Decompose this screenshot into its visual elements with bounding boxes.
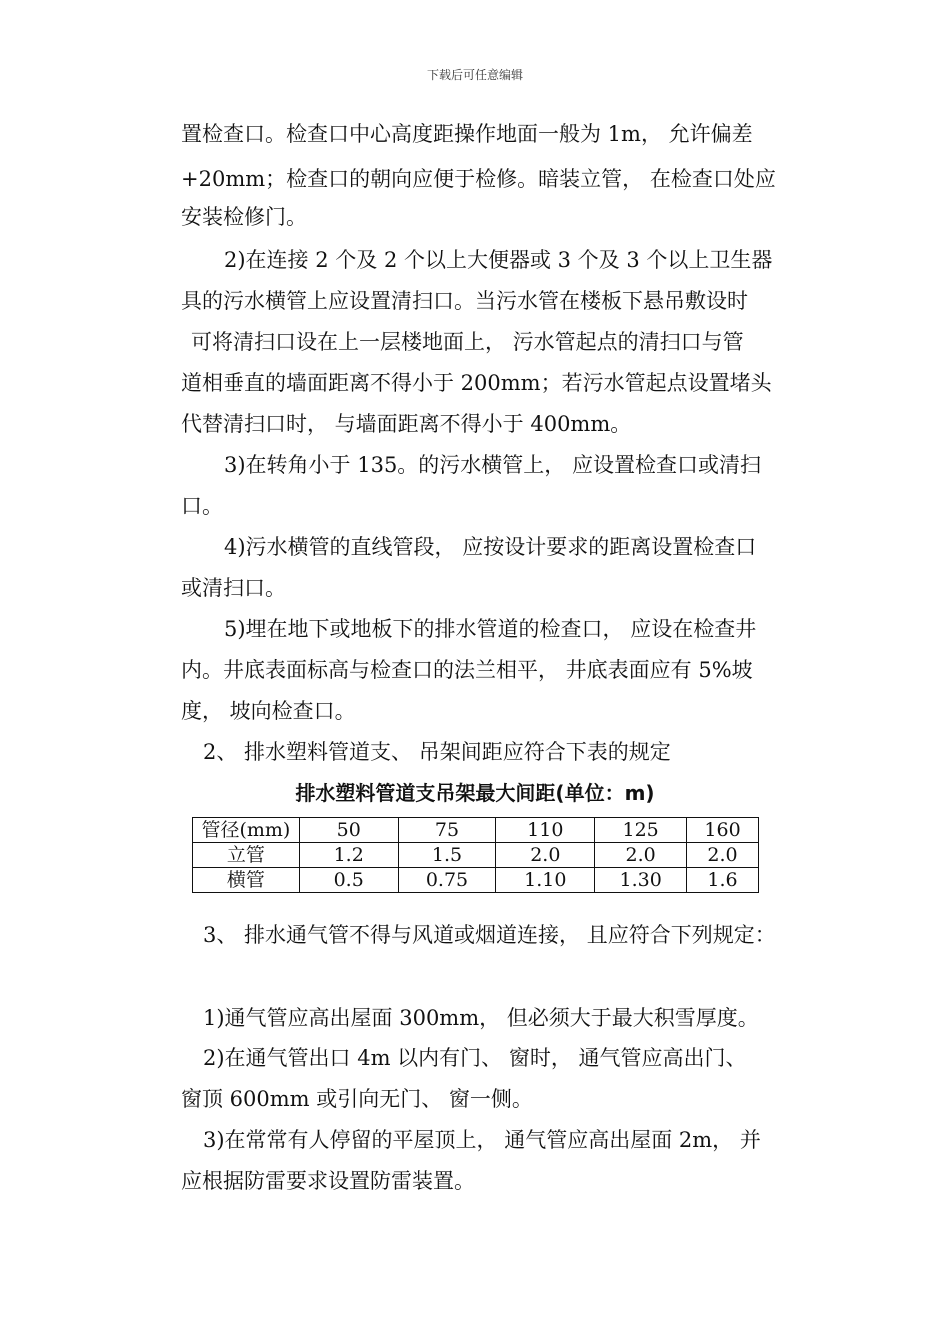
table-row [193, 868, 759, 893]
body-line: 3)在转角小于 135。的污水横管上， 应设置检查口或清扫 [224, 453, 761, 477]
body-line: 度， 坡向检查口。 [181, 699, 356, 723]
table-row [193, 843, 759, 868]
body-line: 窗顶 600mm 或引向无门、 窗一侧。 [181, 1087, 533, 1111]
body-line: 安装检修门。 [181, 205, 307, 229]
body-line: 道相垂直的墙面距离不得小于 200mm；若污水管起点设置堵头 [181, 371, 772, 395]
body-line: 2)在通气管出口 4m 以内有门、 窗时， 通气管应高出门、 [203, 1046, 747, 1070]
table-cell: 110 [496, 818, 595, 843]
body-line: 具的污水横管上应设置清扫口。当污水管在楼板下悬吊敷设时 [181, 289, 748, 313]
table-cell: 1.5 [398, 843, 496, 868]
body-line: 应根据防雷要求设置防雷装置。 [181, 1169, 475, 1193]
body-line: 2)在连接 2 个及 2 个以上大便器或 3 个及 3 个以上卫生器 [224, 248, 773, 272]
spacing-table [192, 817, 759, 893]
page-header: 下载后可任意编辑 [426, 68, 523, 82]
body-line: 或清扫口。 [181, 576, 286, 600]
row-header: 管径(mm) [193, 818, 300, 843]
table-cell: 2.0 [595, 843, 687, 868]
table-cell: 75 [398, 818, 496, 843]
table-cell: 2.0 [687, 843, 759, 868]
table-cell: 1.2 [299, 843, 398, 868]
table-row [193, 818, 759, 843]
body-line: +20mm；检查口的朝向应便于检修。暗装立管， 在检查口处应 [181, 167, 776, 191]
body-line: 代替清扫口时， 与墙面距离不得小于 400mm。 [181, 412, 632, 436]
body-line: 1)通气管应高出屋面 300mm， 但必须大于最大积雪厚度。 [203, 1006, 759, 1030]
table-title: 排水塑料管道支吊架最大间距(单位：m) [295, 781, 655, 805]
row-header: 横管 [193, 868, 300, 893]
table-cell: 0.5 [299, 868, 398, 893]
body-line: 5)埋在地下或地板下的排水管道的检查口， 应设在检查井 [224, 617, 757, 641]
section-heading: 3、 排水通气管不得与风道或烟道连接， 且应符合下列规定： [203, 923, 776, 947]
table-cell: 1.10 [496, 868, 595, 893]
table-cell: 160 [687, 818, 759, 843]
body-line: 口。 [181, 494, 223, 518]
table-cell: 1.30 [595, 868, 687, 893]
table-cell: 1.6 [687, 868, 759, 893]
table-cell: 125 [595, 818, 687, 843]
table-cell: 0.75 [398, 868, 496, 893]
table-cell: 2.0 [496, 843, 595, 868]
table-cell: 50 [299, 818, 398, 843]
body-line: 内。井底表面标高与检查口的法兰相平， 井底表面应有 5%坡 [181, 658, 753, 682]
body-line: 置检查口。检查口中心高度距操作地面一般为 1m， 允许偏差 [181, 122, 753, 146]
body-line: 4)污水横管的直线管段， 应按设计要求的距离设置检查口 [224, 535, 757, 559]
body-line: 3)在常常有人停留的平屋顶上， 通气管应高出屋面 2m， 并 [203, 1128, 761, 1152]
section-heading: 2、 排水塑料管道支、 吊架间距应符合下表的规定 [203, 740, 671, 764]
body-line: 可将清扫口设在上一层楼地面上， 污水管起点的清扫口与管 [191, 330, 744, 354]
row-header: 立管 [193, 843, 300, 868]
